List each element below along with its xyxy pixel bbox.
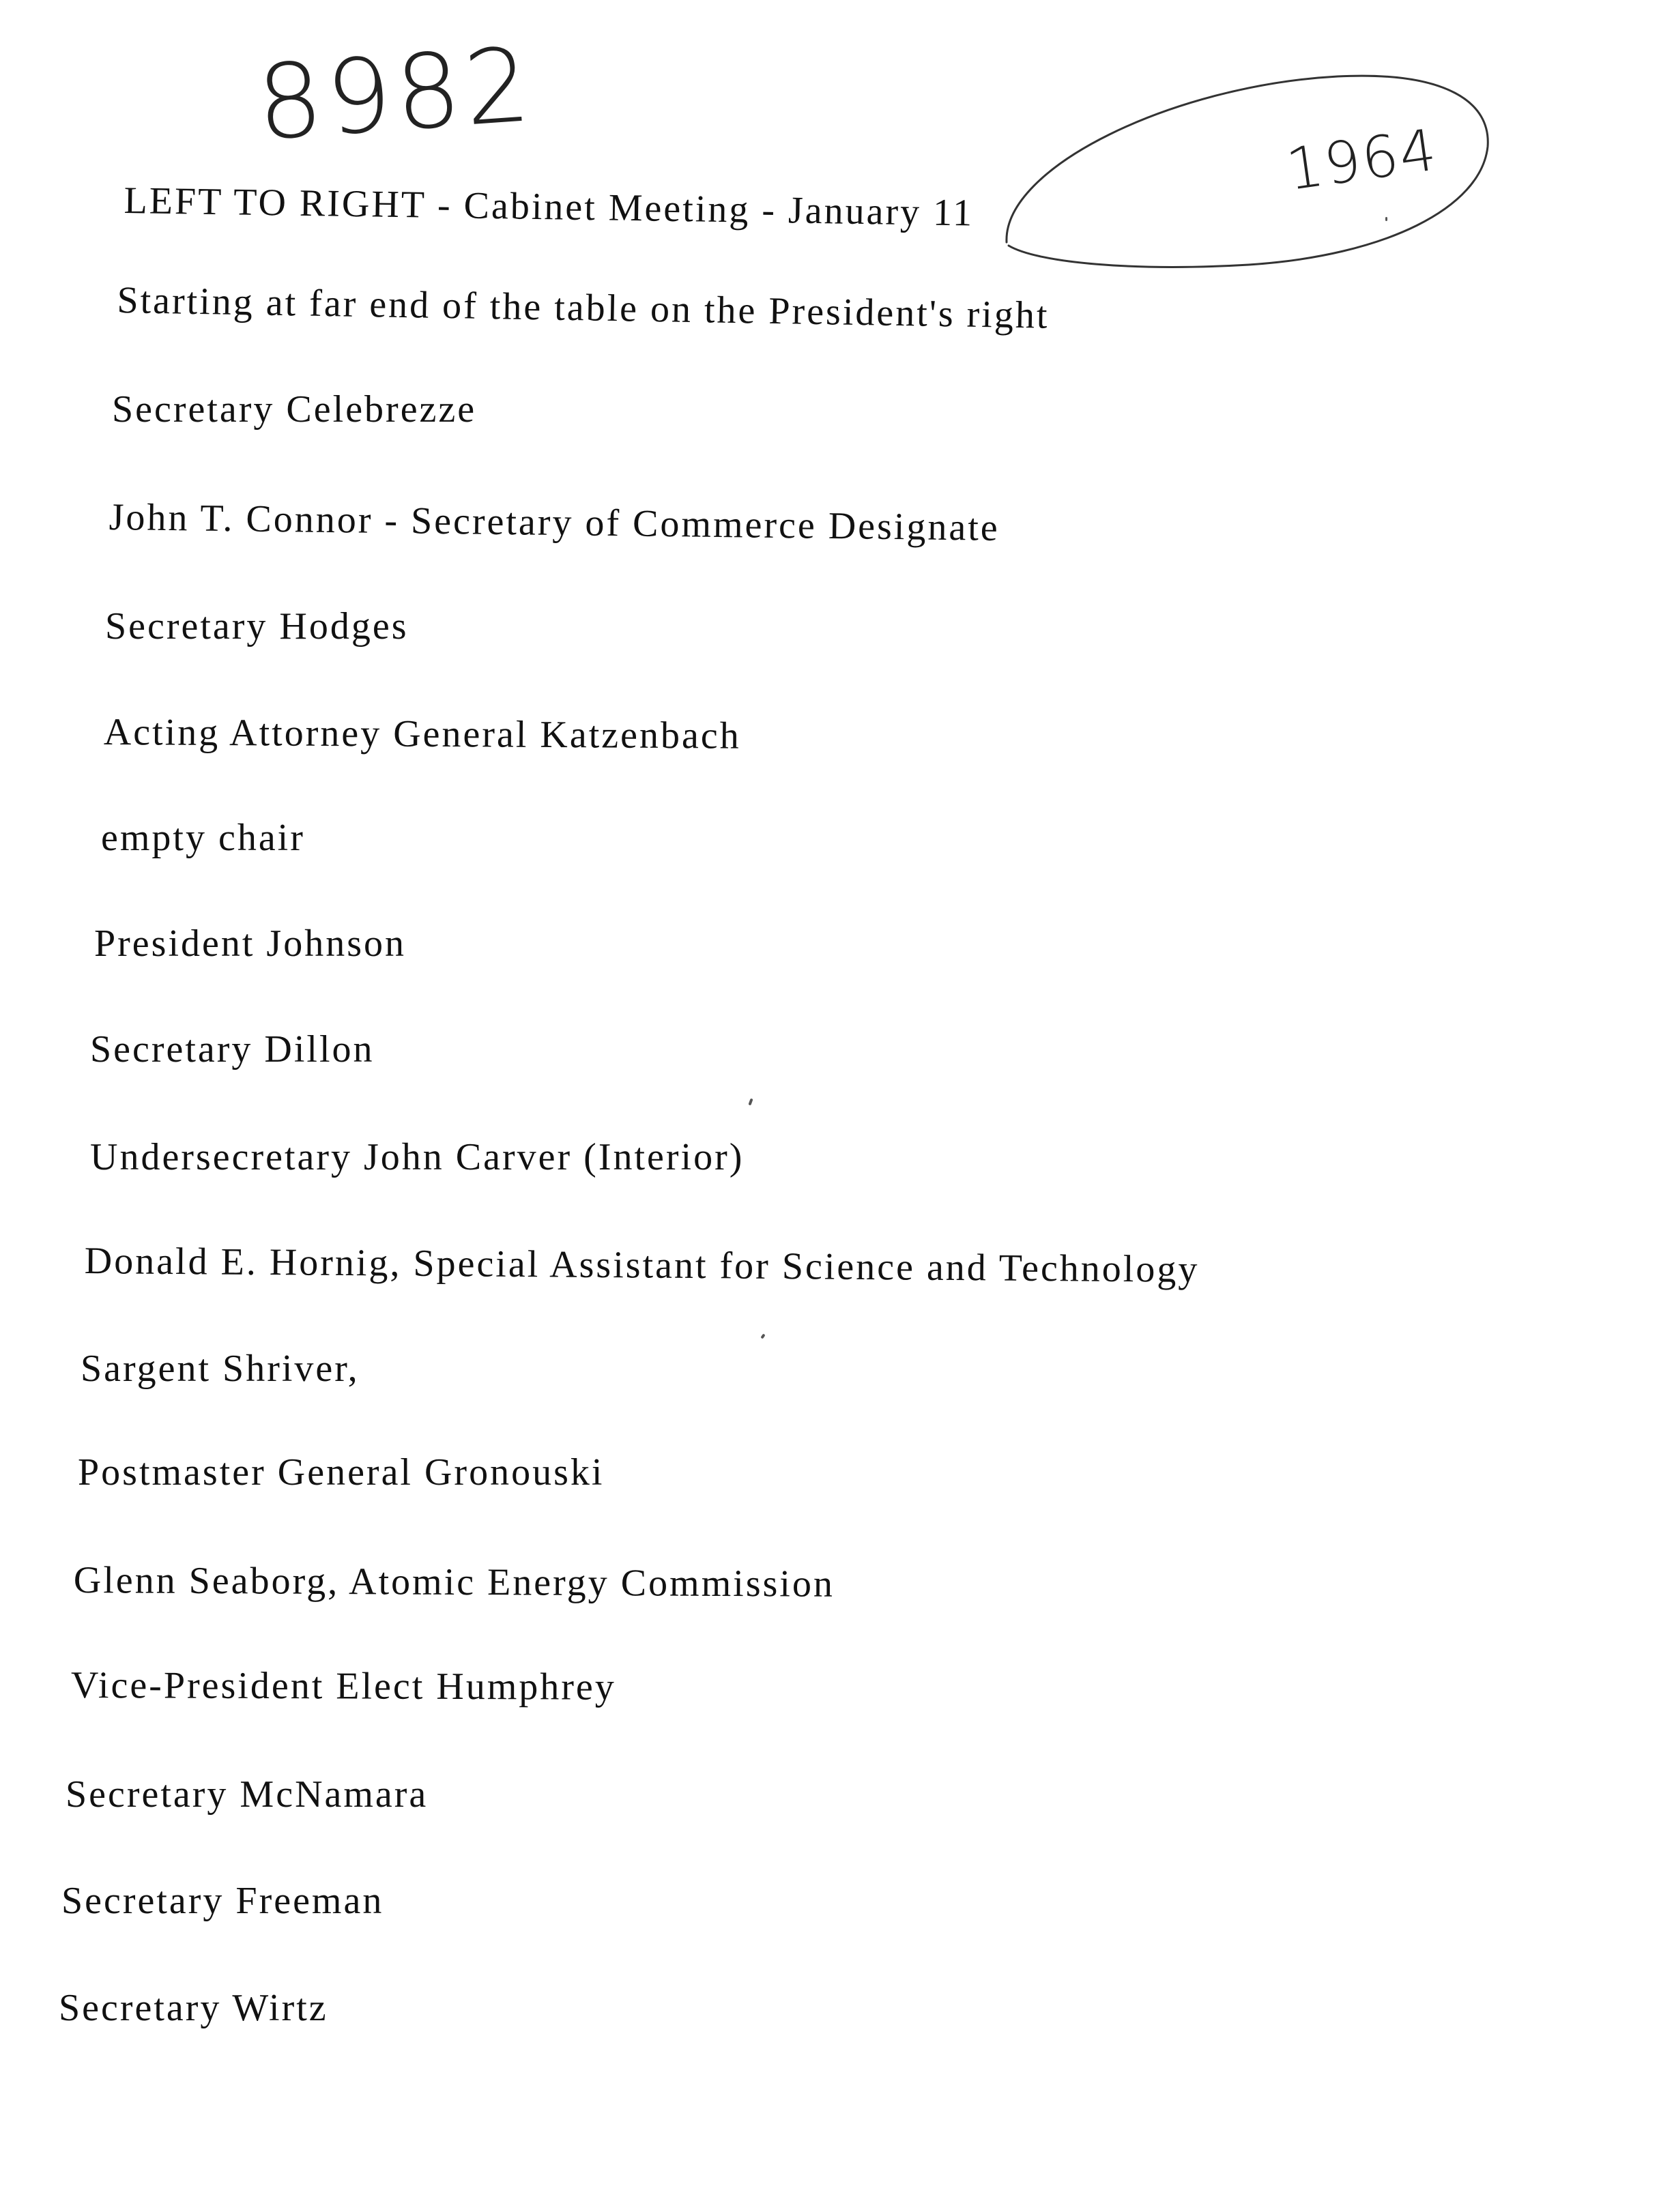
attendee-line: Sargent Shriver,: [81, 1348, 360, 1390]
attendee-line: empty chair: [101, 817, 305, 859]
paper-speck: [748, 1098, 753, 1106]
handwritten-year: 1964: [1282, 116, 1442, 204]
attendee-line: Secretary Celebrezze: [112, 388, 477, 431]
heading: LEFT TO RIGHT - Cabinet Meeting - January 11: [124, 179, 975, 235]
attendee-line: Secretary Freeman: [61, 1880, 384, 1922]
paper-speck: [760, 1333, 765, 1339]
paper-speck: [1385, 217, 1387, 221]
attendee-line: Secretary Dillon: [90, 1028, 375, 1071]
attendee-line: Glenn Seaborg, Atomic Energy Commission: [73, 1559, 835, 1605]
attendee-line: Secretary McNamara: [66, 1773, 429, 1816]
attendee-line: Secretary Hodges: [105, 605, 409, 647]
attendee-line: Vice-President Elect Humphrey: [70, 1664, 616, 1708]
attendee-line: Secretary Wirtz: [59, 1987, 328, 2029]
attendee-line: John T. Connor - Secretary of Commerce Designate: [109, 496, 1000, 549]
attendee-line: Undersecretary John Carver (Interior): [90, 1136, 745, 1178]
handwritten-reference-number: 8982: [253, 25, 538, 164]
subheading: Starting at far end of the table on the President's right: [117, 279, 1050, 337]
attendee-line: Donald E. Hornig, Special Assistant for Science and Technology: [84, 1240, 1200, 1291]
attendee-line: Postmaster General Gronouski: [78, 1451, 605, 1494]
attendee-line: President Johnson: [94, 922, 406, 965]
attendee-line: Acting Attorney General Katzenbach: [103, 711, 741, 757]
